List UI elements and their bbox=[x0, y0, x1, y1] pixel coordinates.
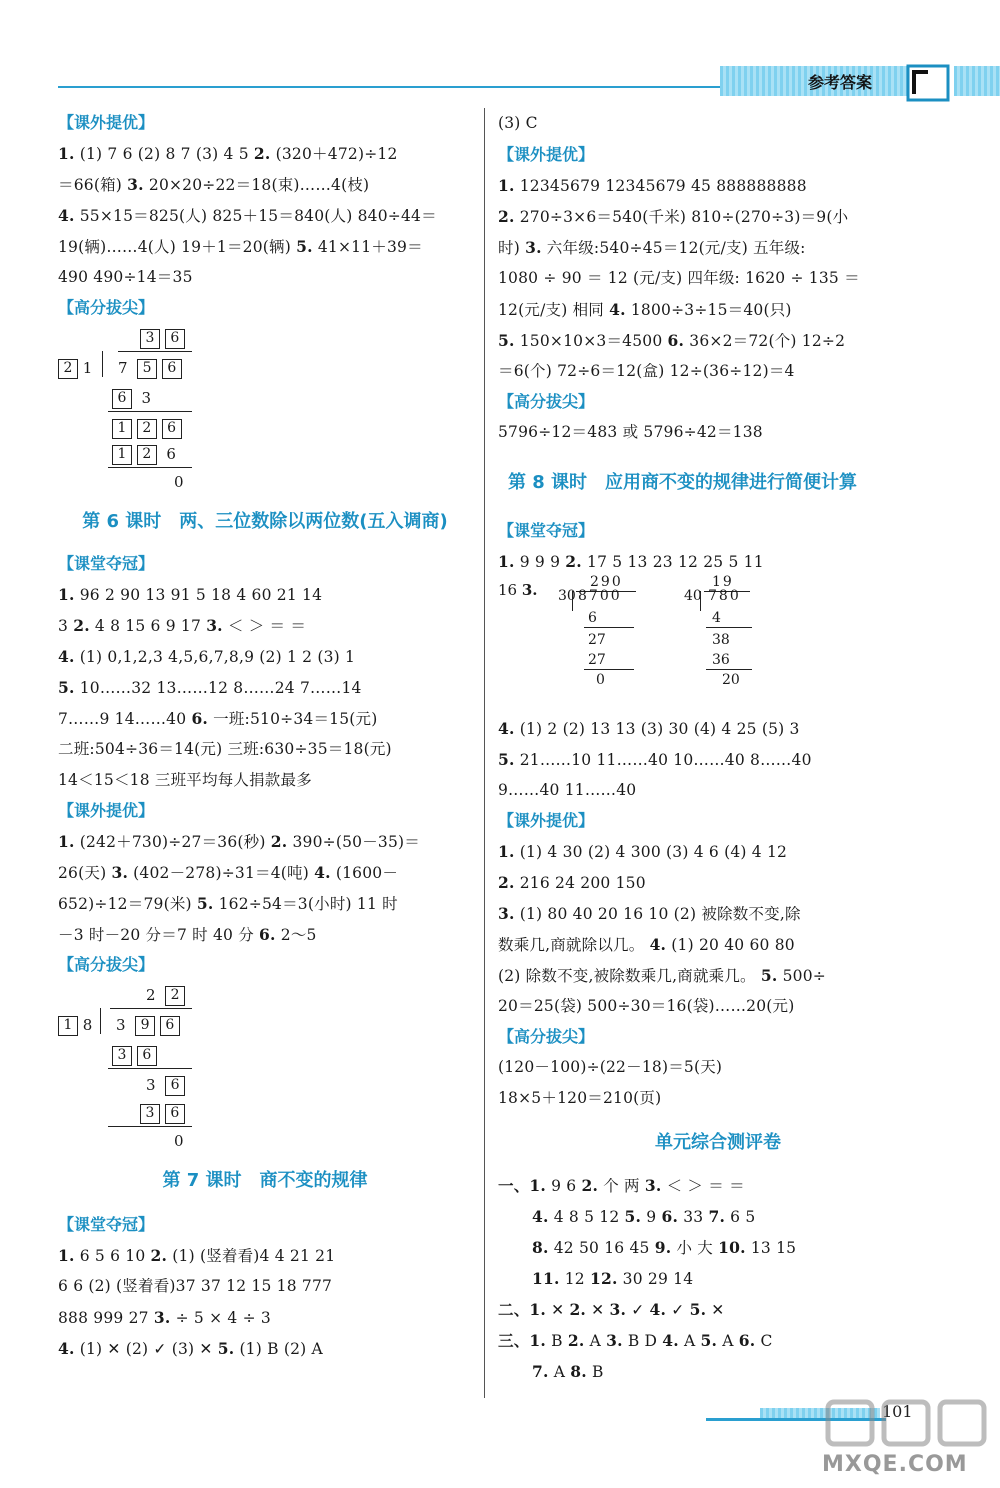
lesson-title: 第 6 课时 两、三位数除以两位数(五入调商) bbox=[82, 511, 448, 532]
answer-text: 490 490÷14＝35 bbox=[58, 268, 193, 286]
answer-text: ＜ ＞ ＝ ＝ bbox=[222, 617, 307, 635]
answer-line bbox=[498, 1356, 918, 1387]
dividend-digit: 3 bbox=[116, 1016, 126, 1034]
answer-line bbox=[58, 888, 472, 919]
answer-line bbox=[498, 1325, 918, 1356]
answer-text: 12(元/支) 相同 bbox=[498, 301, 610, 319]
section-label: 【课堂夺冠】 bbox=[58, 554, 155, 573]
column-divider bbox=[484, 108, 485, 1398]
answer-line bbox=[498, 294, 918, 325]
digit-box: 3 bbox=[140, 329, 160, 349]
long-division-2 bbox=[58, 980, 472, 1154]
remainder-digit: 3 bbox=[146, 1076, 156, 1094]
answer-text: 216 24 200 150 bbox=[514, 874, 646, 892]
answer-text: ＝6(个) 72÷6＝12(盒) 12÷(36÷12)＝4 bbox=[498, 362, 795, 380]
digit-box: 2 bbox=[137, 445, 157, 465]
digit-box: 6 bbox=[162, 359, 182, 379]
answer-line bbox=[58, 169, 472, 200]
answer-text: 3 bbox=[58, 617, 74, 635]
answer-text: 270÷3×6＝540(千米) 810÷(270÷3)＝9(小 bbox=[514, 208, 849, 226]
question-number: 2. bbox=[73, 616, 90, 635]
question-number: 5. bbox=[498, 750, 515, 769]
question-number: 2. bbox=[565, 552, 582, 571]
question-number: 3. bbox=[644, 1176, 662, 1195]
digit-box: 9 bbox=[135, 1016, 155, 1036]
question-number: 1. bbox=[498, 176, 515, 195]
answer-text: (1) 2 (2) 13 13 (3) 30 (4) 4 25 (5) 3 bbox=[514, 720, 800, 738]
digit-box: 5 bbox=[137, 359, 157, 379]
question-number: 1. bbox=[58, 144, 75, 163]
question-number: 二、1. bbox=[498, 1300, 546, 1319]
answer-line bbox=[498, 263, 918, 294]
question-number: 4. bbox=[58, 1339, 75, 1358]
answer-text: (1) 4 30 (2) 4 300 (3) 4 6 (4) 4 12 bbox=[514, 843, 788, 861]
question-number: 1. bbox=[58, 1246, 75, 1265]
question-number: 4. bbox=[609, 300, 626, 319]
question-number: 6. bbox=[661, 1207, 679, 1226]
answer-line bbox=[498, 960, 918, 991]
answer-text: 500÷ bbox=[777, 967, 826, 985]
answer-text: 30 29 14 bbox=[617, 1270, 694, 1288]
answer-text: 时) bbox=[498, 239, 526, 257]
answer-line bbox=[58, 703, 472, 734]
answer-text: 个 两 bbox=[598, 1177, 645, 1195]
answer-text: 数乘几,商就除以几。 bbox=[498, 936, 650, 954]
division-row bbox=[498, 574, 918, 713]
answer-text: 2～5 bbox=[275, 926, 317, 944]
answer-block bbox=[498, 1052, 918, 1114]
watermark-text: MXQE.COM bbox=[822, 1452, 968, 1477]
remainder: 0 bbox=[174, 1132, 184, 1150]
answer-line bbox=[498, 356, 918, 387]
answer-line bbox=[498, 325, 918, 356]
answer-block bbox=[498, 170, 918, 387]
answer-text: B D bbox=[622, 1332, 663, 1350]
section-label: 【课外提优】 bbox=[498, 811, 595, 830]
question-number: 9. bbox=[654, 1238, 672, 1257]
answer-text: 六年级:540÷45＝12(元/支) 五年级: bbox=[541, 239, 806, 257]
answer-text: 6 5 bbox=[725, 1208, 756, 1226]
dividend: 780 bbox=[708, 588, 741, 604]
digit-box: 3 bbox=[112, 1046, 132, 1066]
answer-text: 20×20÷22＝18(束)……4(枝) bbox=[143, 176, 370, 194]
unit-title: 单元综合测评卷 bbox=[655, 1132, 781, 1153]
question-number: 5. bbox=[760, 966, 778, 985]
quotient: 290 bbox=[590, 574, 623, 590]
section-label: 【课堂夺冠】 bbox=[58, 1215, 155, 1234]
answer-text: 9 9 9 bbox=[514, 553, 566, 571]
answer-text: 9 6 bbox=[545, 1177, 582, 1195]
question-number: 3. bbox=[111, 863, 129, 882]
answer-text: 17 5 13 23 12 25 5 11 bbox=[581, 553, 764, 571]
question-number: 7. bbox=[708, 1207, 726, 1226]
answer-text: 33 bbox=[678, 1208, 709, 1226]
question-number: 2. bbox=[581, 1176, 599, 1195]
section-label: 【高分拔尖】 bbox=[498, 392, 595, 411]
answer-block bbox=[498, 417, 918, 448]
left-column bbox=[58, 108, 472, 1364]
answer-text: ✕ bbox=[586, 1301, 610, 1319]
question-number: 2. bbox=[150, 1246, 168, 1265]
question-number: 7. bbox=[532, 1362, 549, 1381]
answer-text: 162÷54＝3(小时) 11 时 bbox=[213, 895, 398, 913]
answer-text: 9 bbox=[641, 1208, 662, 1226]
digit-box: 6 bbox=[165, 1076, 185, 1096]
answer-line bbox=[498, 232, 918, 263]
question-number: 8. bbox=[532, 1238, 549, 1257]
question-number: 2. bbox=[498, 873, 515, 892]
answer-text: (1) (竖着看)4 4 21 21 bbox=[167, 1247, 336, 1265]
quotient: 19 bbox=[712, 574, 734, 590]
header-band-end bbox=[954, 66, 1000, 96]
quotient-digit: 2 bbox=[146, 986, 156, 1004]
question-number: 5. bbox=[700, 1331, 718, 1350]
answer-line bbox=[498, 546, 918, 577]
answer-line bbox=[58, 231, 472, 262]
answer-line bbox=[58, 765, 472, 796]
answer-text: ＜ ＞ ＝ ＝ bbox=[661, 1177, 745, 1195]
answer-line bbox=[498, 1294, 918, 1325]
answer-block bbox=[58, 1240, 472, 1364]
answer-line bbox=[498, 201, 918, 232]
question-number: 2. bbox=[498, 207, 515, 226]
question-number: 8. bbox=[570, 1362, 587, 1381]
page-number: 101 bbox=[882, 1402, 913, 1421]
question-number: 4. bbox=[532, 1207, 549, 1226]
answer-text: 二班:504÷36＝14(元) 三班:630÷35＝18(元) bbox=[58, 740, 392, 758]
question-number: 4. bbox=[314, 863, 331, 882]
answer-text: 1800÷3÷15＝40(只) bbox=[625, 301, 792, 319]
header-title: 参考答案 bbox=[808, 73, 873, 92]
digit-box: 3 bbox=[140, 1104, 160, 1124]
digit-box: 2 bbox=[58, 359, 78, 379]
answer-block bbox=[498, 713, 918, 806]
partial-remainder: 38 bbox=[712, 632, 730, 648]
digit-box: 6 bbox=[165, 1104, 185, 1124]
question-number: 3. bbox=[525, 238, 542, 257]
remainder: 0 bbox=[596, 672, 605, 688]
digit-box: 2 bbox=[165, 986, 185, 1006]
answer-text: 652)÷12＝79(米) bbox=[58, 895, 197, 913]
answer-block bbox=[498, 1170, 918, 1387]
question-number: 4. bbox=[662, 1331, 679, 1350]
answer-block bbox=[498, 836, 918, 1022]
answer-line bbox=[498, 1083, 918, 1114]
question-number: 5. bbox=[689, 1300, 707, 1319]
answer-text: 150×10×3＝4500 bbox=[514, 332, 668, 350]
answer-line bbox=[58, 262, 472, 293]
answer-text: (120－100)÷(22－18)＝5(天) bbox=[498, 1058, 723, 1076]
answer-line bbox=[58, 1240, 472, 1271]
question-number: 三、1. bbox=[498, 1331, 546, 1350]
answer-text: (242＋730)÷27＝36(秒) bbox=[74, 833, 271, 851]
question-number: 1. bbox=[498, 842, 515, 861]
bookmark-icon bbox=[906, 62, 950, 102]
answer-text: 16 bbox=[498, 581, 522, 599]
question-number: 4. bbox=[649, 935, 667, 954]
digit-box: 1 bbox=[112, 445, 132, 465]
answer-text: (402－278)÷31＝4(吨) bbox=[128, 864, 315, 882]
question-number: 5. bbox=[58, 678, 75, 697]
answer-line bbox=[58, 610, 472, 641]
answer-line bbox=[58, 138, 472, 169]
remainder: 0 bbox=[174, 473, 184, 491]
digit-box: 2 bbox=[137, 419, 157, 439]
answer-line bbox=[498, 991, 918, 1022]
digit-box: 1 bbox=[58, 1016, 78, 1036]
answer-text: (320＋472)÷12 bbox=[270, 145, 398, 163]
question-number: 6. bbox=[259, 925, 276, 944]
answer-text: (1600－ bbox=[330, 864, 399, 882]
answer-text: 36×2＝72(个) 12÷2 bbox=[684, 332, 846, 350]
answer-text: 96 2 90 13 91 5 18 4 60 21 14 bbox=[74, 586, 323, 604]
question-number: 2. bbox=[569, 1300, 587, 1319]
answer-line bbox=[498, 170, 918, 201]
question-number: 5. bbox=[296, 237, 313, 256]
digit-box: 6 bbox=[160, 1016, 180, 1036]
question-number: 6. bbox=[667, 331, 685, 350]
answer-text: (1) 7 6 (2) 8 7 (3) 4 5 bbox=[74, 145, 254, 163]
divisor: 40 bbox=[684, 588, 702, 604]
answer-text: ÷ 5 × 4 ÷ 3 bbox=[170, 1309, 271, 1327]
question-number: 4. bbox=[58, 206, 75, 225]
answer-text: A bbox=[678, 1332, 701, 1350]
answer-line bbox=[498, 1263, 918, 1294]
question-number: 3. bbox=[153, 1308, 171, 1327]
section-label: 【课外提优】 bbox=[58, 113, 155, 132]
answer-text: 4 8 5 12 bbox=[548, 1208, 625, 1226]
answer-line bbox=[498, 744, 918, 775]
answer-line bbox=[58, 200, 472, 231]
answer-text: 19(辆)……4(人) 19＋1＝20(辆) bbox=[58, 238, 297, 256]
question-number: 2. bbox=[270, 832, 288, 851]
answer-line bbox=[498, 867, 918, 898]
question-number: 2. bbox=[567, 1331, 585, 1350]
question-number: 4. bbox=[498, 719, 515, 738]
divisor-digit: 8 bbox=[82, 1016, 93, 1034]
answer-text: 5796÷12＝483 或 5796÷42＝138 bbox=[498, 423, 763, 441]
answer-text: (1) B (2) A bbox=[234, 1340, 323, 1358]
question-number: 4. bbox=[58, 647, 75, 666]
answer-block bbox=[58, 579, 472, 796]
answer-line bbox=[58, 579, 472, 610]
answer-block bbox=[58, 138, 472, 293]
answer-line bbox=[58, 826, 472, 857]
answer-block bbox=[498, 546, 918, 577]
answer-text: ✓ bbox=[626, 1301, 650, 1319]
answer-text: (1) 0,1,2,3 4,5,6,7,8,9 (2) 1 2 (3) 1 bbox=[74, 648, 356, 666]
section-label: 【高分拔尖】 bbox=[58, 298, 155, 317]
answer-text: A bbox=[717, 1332, 739, 1350]
answer-text: ＝66(箱) bbox=[58, 176, 128, 194]
question-number: 一、1. bbox=[498, 1176, 546, 1195]
answer-text: ✕ bbox=[706, 1301, 725, 1319]
answer-text: 55×15＝825(人) 825＋15＝840(人) 840÷44＝ bbox=[74, 207, 437, 225]
question-number: 6. bbox=[191, 709, 209, 728]
answer-line bbox=[58, 1302, 472, 1333]
answer-text: ✓ bbox=[666, 1301, 690, 1319]
answer-text: 7……9 14……40 bbox=[58, 710, 192, 728]
digit-box: 6 bbox=[137, 1046, 157, 1066]
digit-box: 6 bbox=[165, 329, 185, 349]
question-number: 6. bbox=[738, 1331, 756, 1350]
answer-line bbox=[58, 672, 472, 703]
answer-text: A bbox=[548, 1363, 571, 1381]
answer-text: 12 bbox=[559, 1270, 590, 1288]
section-label: 【课外提优】 bbox=[58, 801, 155, 820]
question-number: 10. bbox=[718, 1238, 746, 1257]
answer-text: C bbox=[755, 1332, 773, 1350]
question-number: 12. bbox=[589, 1269, 618, 1288]
divisor: 30 bbox=[558, 588, 576, 604]
answer-text: 13 15 bbox=[745, 1239, 797, 1257]
question-number: 3. bbox=[609, 1300, 627, 1319]
question-number: 1. bbox=[58, 585, 75, 604]
remainder: 20 bbox=[722, 672, 740, 688]
section-label: 【课外提优】 bbox=[498, 145, 595, 164]
question-number: 3. bbox=[498, 904, 515, 923]
answer-text: (1) 80 40 20 16 10 (2) 被除数不变,除 bbox=[514, 905, 801, 923]
product-digit: 6 bbox=[166, 445, 176, 463]
answer-line bbox=[498, 1201, 918, 1232]
answer-line bbox=[498, 1170, 918, 1201]
answer-text: 14＜15＜18 三班平均每人捐款最多 bbox=[58, 771, 312, 789]
question-number: 11. bbox=[532, 1269, 560, 1288]
answer-text: 6 5 6 10 bbox=[74, 1247, 151, 1265]
answer-text: 888 999 27 bbox=[58, 1309, 154, 1327]
partial-product: 36 bbox=[712, 652, 730, 668]
answer-text: (2) 除数不变,被除数乘几,商就乘几。 bbox=[498, 967, 761, 985]
answer-text: 4 8 15 6 9 17 bbox=[89, 617, 207, 635]
answer-block bbox=[58, 826, 472, 950]
answer-text: 26(天) bbox=[58, 864, 112, 882]
lesson-title: 第 7 课时 商不变的规律 bbox=[162, 1170, 368, 1191]
question-number: 1. bbox=[58, 832, 75, 851]
answer-line bbox=[498, 1052, 918, 1083]
answer-text: －3 时－20 分＝7 时 40 分 bbox=[58, 926, 260, 944]
answer-line bbox=[58, 857, 472, 888]
partial-remainder: 27 bbox=[588, 632, 606, 648]
question-number: 1. bbox=[498, 552, 515, 571]
answer-text: 20＝25(袋) 500÷30＝16(袋)……20(元) bbox=[498, 997, 795, 1015]
right-column bbox=[498, 108, 918, 1387]
digit-box: 1 bbox=[112, 419, 132, 439]
answer-text: (1) ✕ (2) ✓ (3) ✕ bbox=[74, 1340, 218, 1358]
answer-text: 18×5＋120＝210(页) bbox=[498, 1089, 662, 1107]
question-number: 5. bbox=[196, 894, 214, 913]
partial-product: 6 bbox=[588, 610, 597, 626]
answer-line bbox=[498, 1232, 918, 1263]
section-label: 【课堂夺冠】 bbox=[498, 521, 595, 540]
answer-line bbox=[58, 734, 472, 765]
section-label: 【高分拔尖】 bbox=[58, 955, 155, 974]
answer-line bbox=[498, 898, 918, 929]
answer-text: 12345679 12345679 45 888888888 bbox=[514, 177, 807, 195]
answer-text: 390÷(50－35)＝ bbox=[287, 833, 420, 851]
answer-text: (1) 20 40 60 80 bbox=[666, 936, 795, 954]
answer-text: 21……10 11……40 10……40 8……40 bbox=[514, 751, 812, 769]
question-number: 5. bbox=[217, 1339, 235, 1358]
answer-text: 42 50 16 45 bbox=[548, 1239, 655, 1257]
answer-text: 41×11＋39＝ bbox=[312, 238, 423, 256]
dividend: 8700 bbox=[578, 588, 622, 604]
answer-line bbox=[498, 836, 918, 867]
answer-line bbox=[58, 1271, 472, 1302]
answer-line bbox=[498, 775, 918, 806]
answer-line bbox=[58, 641, 472, 672]
answer-text: 1080 ÷ 90 ＝ 12 (元/支) 四年级: 1620 ÷ 135 ＝ bbox=[498, 269, 860, 287]
partial-product: 4 bbox=[712, 610, 721, 626]
question-number: 3. bbox=[127, 175, 144, 194]
question-number: 3. bbox=[521, 581, 538, 599]
digit-box: 6 bbox=[112, 389, 132, 409]
header-rule bbox=[58, 86, 722, 88]
product-digit: 3 bbox=[141, 389, 152, 407]
question-number: 4. bbox=[649, 1300, 667, 1319]
answer-text: ✕ bbox=[545, 1301, 570, 1319]
answer-text: B bbox=[586, 1363, 604, 1381]
answer-text: 9……40 11……40 bbox=[498, 781, 637, 799]
question-number: 3. bbox=[206, 616, 223, 635]
answer-text: 一班:510÷34＝15(元) bbox=[208, 710, 378, 728]
dividend-digit: 7 bbox=[118, 359, 128, 377]
answer-text: 10……32 13……12 8……24 7……14 bbox=[74, 679, 362, 697]
lesson-title: 第 8 课时 应用商不变的规律进行简便计算 bbox=[508, 472, 858, 493]
divisor-digit: 1 bbox=[82, 359, 93, 377]
question-number: 2. bbox=[253, 144, 271, 163]
answer-text: 小 大 bbox=[671, 1239, 719, 1257]
answer-line bbox=[58, 919, 472, 950]
question-number: 5. bbox=[624, 1207, 642, 1226]
answer-line: (3) C bbox=[498, 114, 538, 132]
section-label: 【高分拔尖】 bbox=[498, 1027, 595, 1046]
answer-line bbox=[498, 417, 918, 448]
answer-text: 6 6 (2) (竖着看)37 37 12 15 18 777 bbox=[58, 1277, 333, 1295]
partial-product: 27 bbox=[588, 652, 606, 668]
answer-text: B bbox=[545, 1332, 568, 1350]
answer-text: A bbox=[584, 1332, 607, 1350]
answer-line bbox=[498, 713, 918, 744]
question-number: 5. bbox=[498, 331, 515, 350]
long-division-1 bbox=[58, 323, 472, 493]
answer-line bbox=[58, 1333, 472, 1364]
question-number: 3. bbox=[606, 1331, 623, 1350]
digit-box: 6 bbox=[162, 419, 182, 439]
answer-line bbox=[498, 929, 918, 960]
